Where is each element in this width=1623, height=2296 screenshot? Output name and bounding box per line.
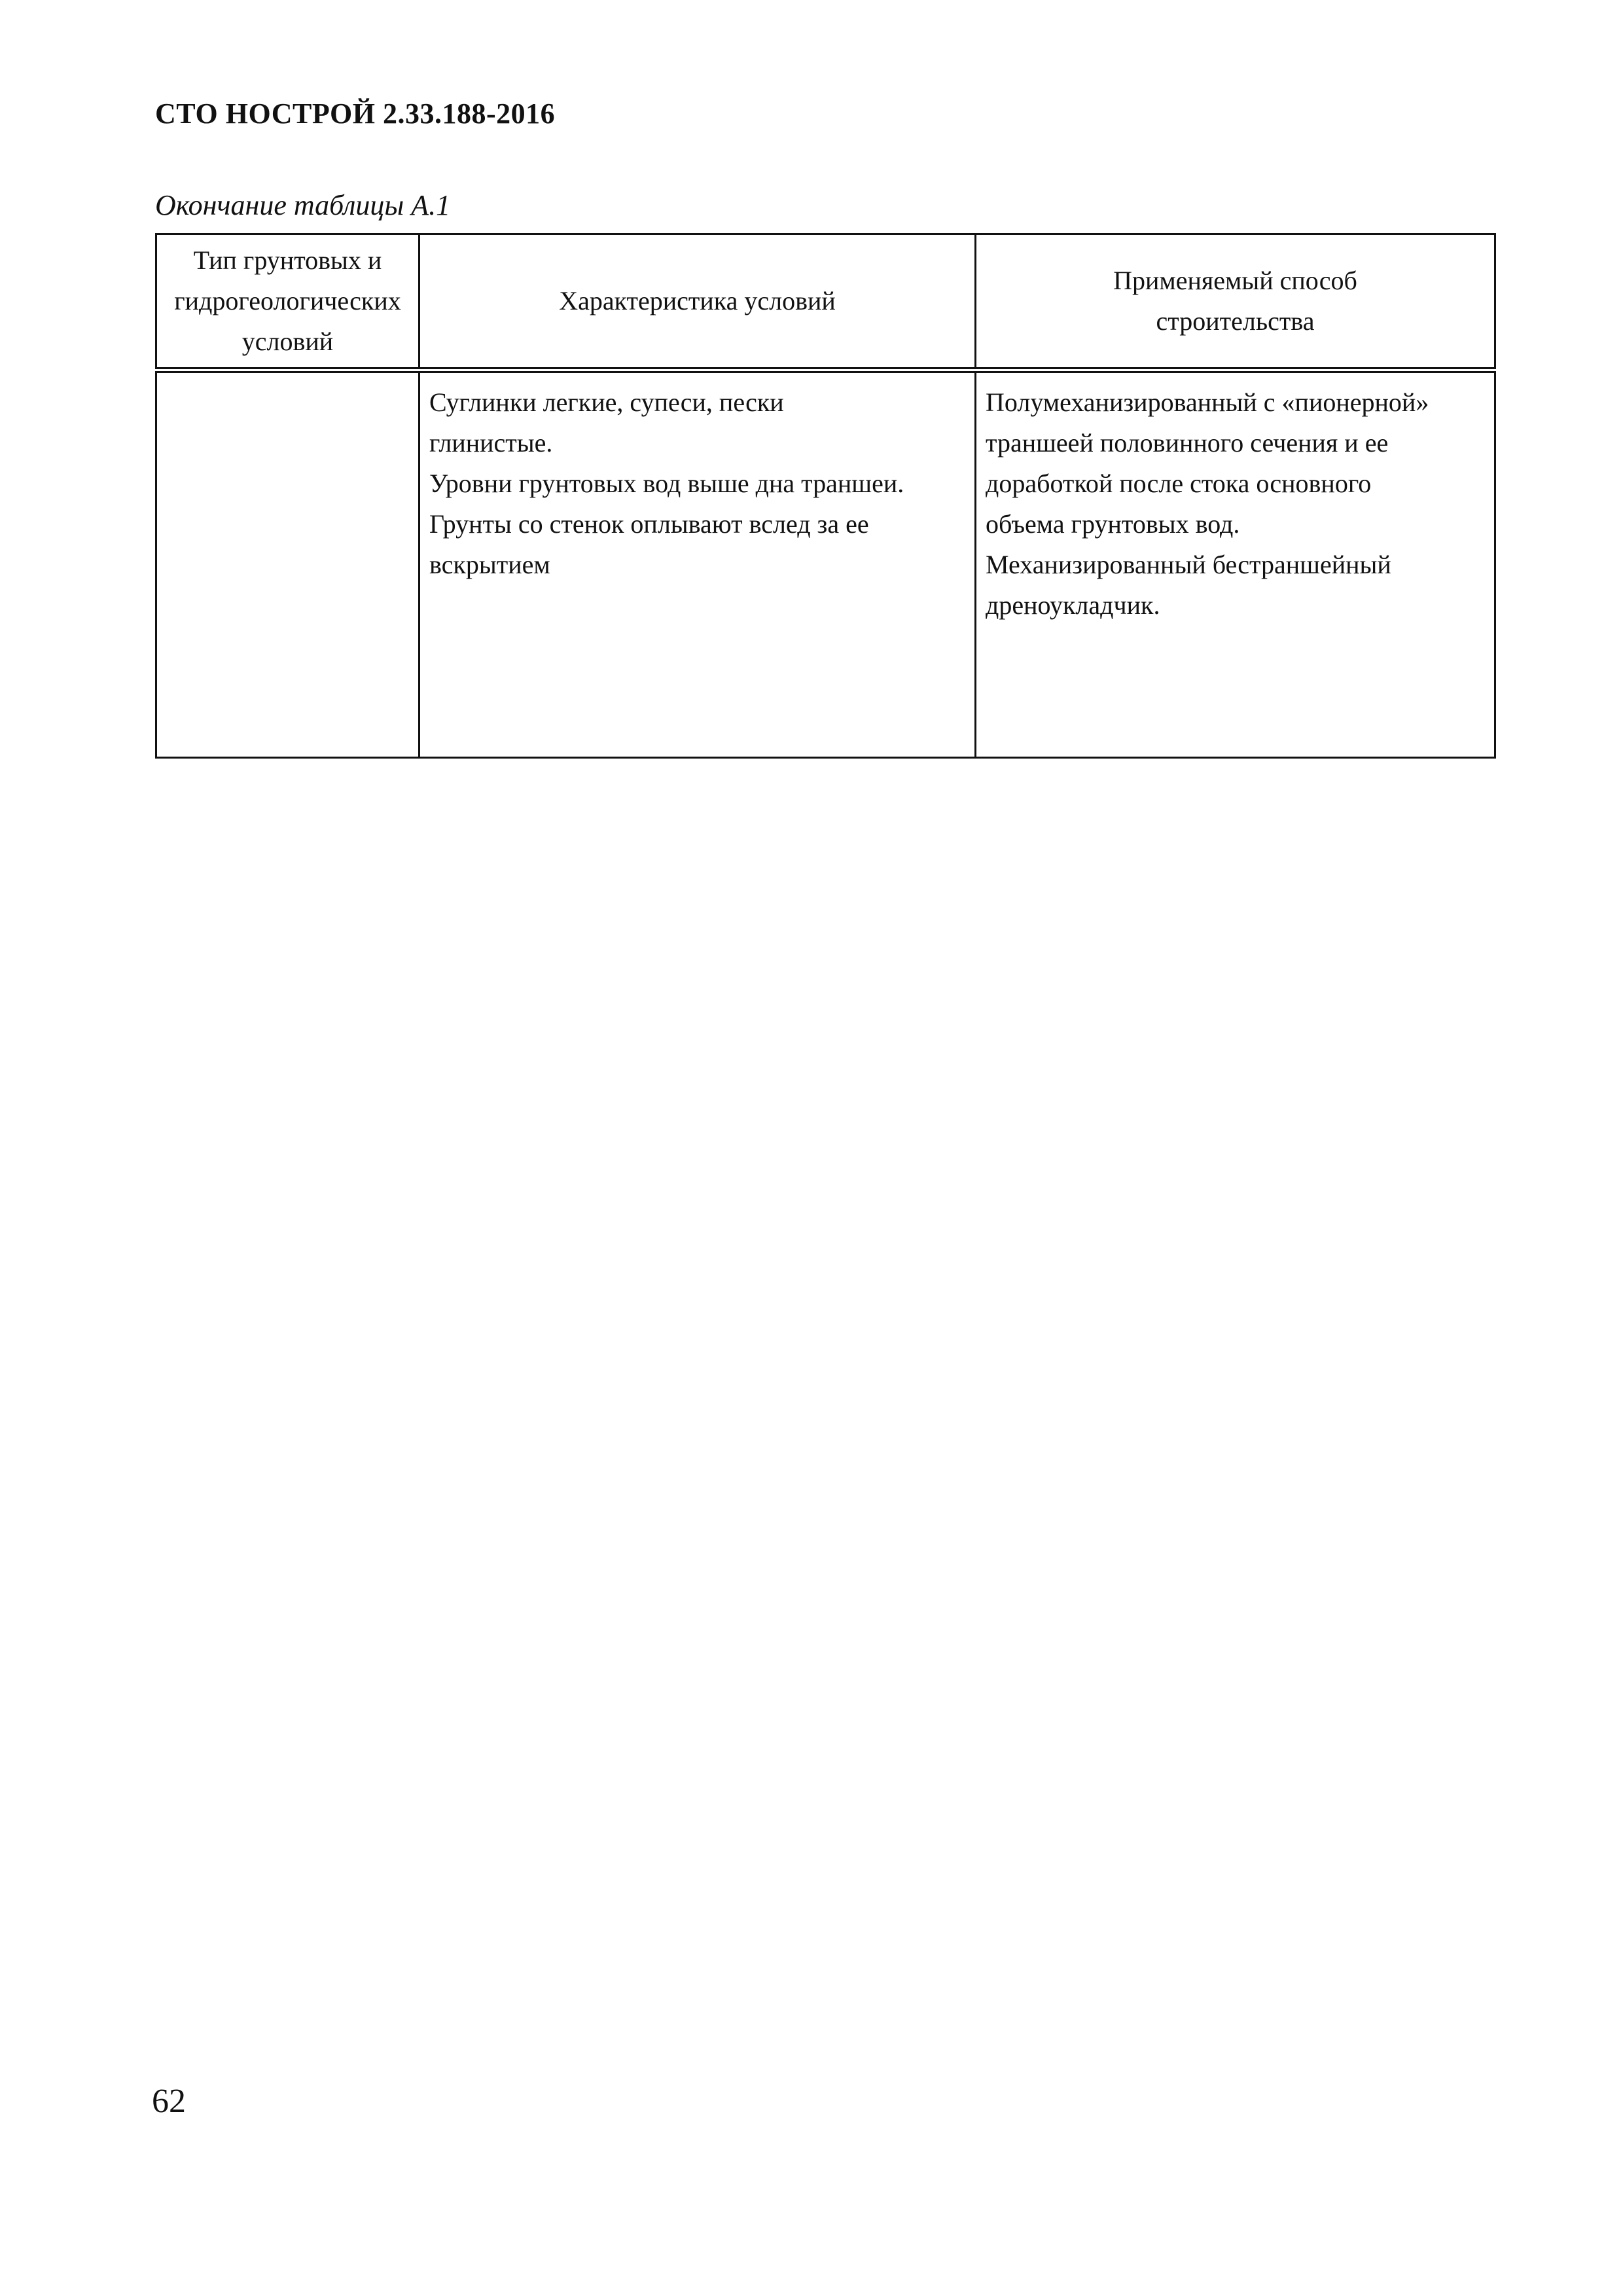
header-line: гидрогеологических (174, 286, 401, 315)
cell-text-line: Механизированный бестраншейный (986, 550, 1391, 579)
header-line: условий (241, 327, 334, 356)
cell-text-line: траншеей половинного сечения и ее (986, 428, 1389, 457)
table-header-row (156, 234, 1495, 370)
data-table (155, 233, 1496, 759)
cell-soil-type (156, 370, 419, 758)
cell-text-line: Суглинки легкие, супеси, пески (429, 387, 784, 417)
cell-text-line: доработкой после стока основного (986, 469, 1372, 498)
header-cell-soil-type (156, 234, 419, 370)
cell-text-line: Грунты со стенок оплывают вслед за ее (429, 509, 869, 539)
header-line: строительства (1156, 306, 1315, 336)
header-cell-construction-method (976, 234, 1495, 370)
cell-text-line: Уровни грунтовых вод выше дна траншеи. (429, 469, 904, 498)
header-line: Характеристика условий (559, 286, 836, 315)
document-code-header: СТО НОСТРОЙ 2.33.188-2016 (155, 98, 556, 130)
cell-text-line: глинистые. (429, 428, 553, 457)
header-line: Применяемый способ (1113, 266, 1357, 295)
table-caption: Окончание таблицы А.1 (155, 189, 451, 221)
header-line: Тип грунтовых и (193, 245, 382, 275)
page-number: 62 (152, 2083, 186, 2120)
header-cell-conditions (419, 234, 976, 370)
cell-conditions (419, 370, 976, 758)
cell-text-line: Полумеханизированный с «пионерной» (986, 387, 1429, 417)
cell-text-line: объема грунтовых вод. (986, 509, 1240, 539)
table-row (156, 370, 1495, 758)
cell-text-line: вскрытием (429, 550, 550, 579)
cell-text-line: дреноукладчик. (986, 590, 1160, 620)
cell-construction-method (976, 370, 1495, 758)
